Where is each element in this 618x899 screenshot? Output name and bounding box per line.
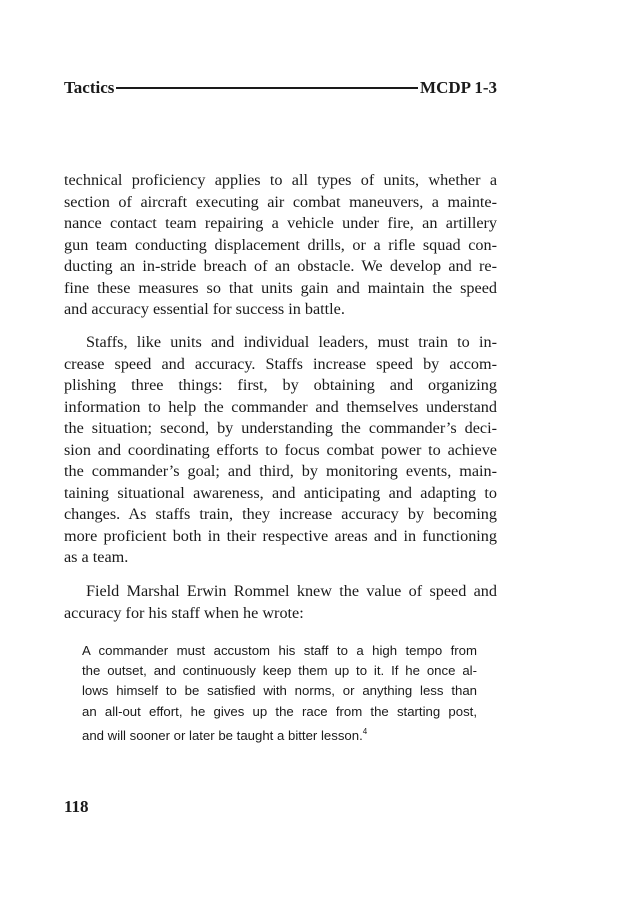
quote-line: A commander must accustom his staff to a high tempo from <box>82 643 477 658</box>
running-header <box>64 78 497 98</box>
paragraph-rommel-intro <box>64 581 497 624</box>
text-line: as a team. <box>64 548 129 566</box>
text-line: accuracy for his staff when he wrote: <box>64 603 304 622</box>
text-line: sion and coordinating efforts to focus combat power to achieve <box>64 440 497 459</box>
text-line: taining situational awareness, and anticipating and adapting to <box>64 483 497 502</box>
text-line: technical proficiency applies to all types of units, whether a <box>64 171 497 189</box>
text-line: gun team conducting displacement drills, or a rifle squad con- <box>64 235 497 254</box>
paragraph-staffs-training <box>64 332 497 569</box>
quote-line: lows himself to be satisfied with norms, or anything less than <box>82 683 477 699</box>
header-rule <box>116 87 418 89</box>
text-line: and accuracy essential for success in battle. <box>64 300 345 318</box>
footnote-reference: 4 <box>362 726 368 736</box>
text-line: ducting an in-stride breach of an obstacle. We develop and re- <box>64 257 497 275</box>
text-line: fine these measures so that units gain and maintain the speed <box>64 278 497 297</box>
header-publication-id: MCDP 1-3 <box>420 78 497 97</box>
paragraph-technical-proficiency <box>64 170 497 321</box>
text-line: information to help the commander and themselves understand <box>64 397 497 416</box>
text-line: more proficient both in their respective areas and in functioning <box>64 526 497 545</box>
text-line: Field Marshal Erwin Rommel knew the value of speed and <box>86 582 497 600</box>
quote-line-last <box>82 722 477 746</box>
header-title: Tactics <box>64 78 115 97</box>
quote-line: an all-out effort, he gives up the race from the starting post, <box>82 703 477 719</box>
rommel-quote <box>82 641 477 746</box>
text-line: plishing three things: first, by obtaining and organizing <box>64 376 497 394</box>
text-line: nance contact team repairing a vehicle under fire, an artillery <box>64 214 497 232</box>
text-line: Staffs, like units and individual leaders, must train to in- <box>86 333 497 351</box>
text-line: the situation; second, by understanding the commander’s deci- <box>64 419 497 437</box>
text-line: changes. As staffs train, they increase accuracy by becoming <box>64 505 497 523</box>
text-line: the commander’s goal; and third, by monitoring events, main- <box>64 462 497 480</box>
text-line: crease speed and accuracy. Staffs increase speed by accom- <box>64 354 497 373</box>
page-number: 118 <box>64 797 89 816</box>
text-line: section of aircraft executing air combat maneuvers, a mainte- <box>64 192 497 211</box>
quote-line: the outset, and continuously keep them up to it. If he once al- <box>82 663 477 679</box>
quote-line: and will sooner or later be taught a bitter lesson. <box>82 727 363 743</box>
